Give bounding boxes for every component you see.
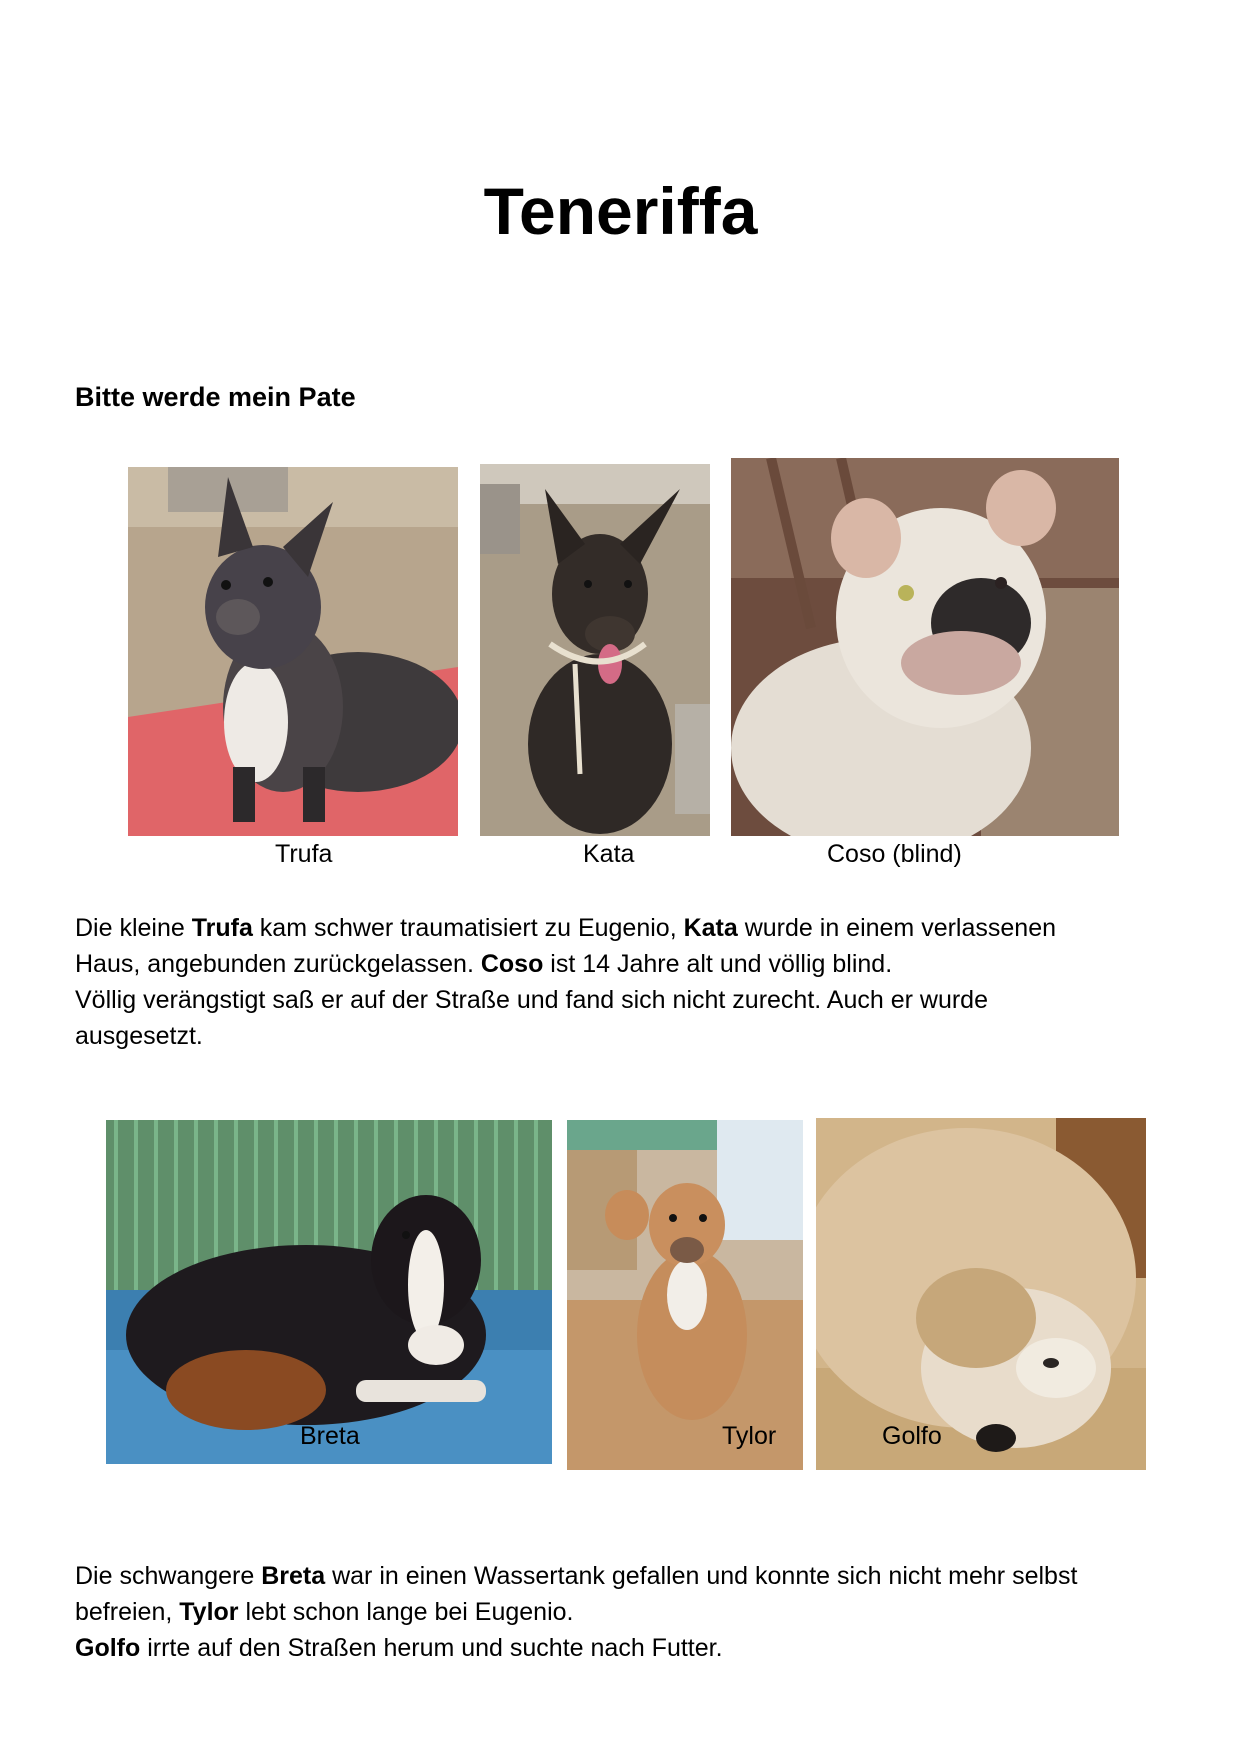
- photo-caption-breta: Breta: [300, 1422, 360, 1450]
- text-span: Die kleine: [75, 914, 192, 942]
- photo-caption-kata: Kata: [583, 840, 635, 868]
- dog-name-trufa: Trufa: [191, 914, 253, 942]
- text-span: befreien,: [75, 1598, 180, 1626]
- text-span: ist 14 Jahre alt und völlig blind.: [543, 950, 893, 978]
- text-span: wurde in einem verlassenen: [737, 914, 1057, 942]
- dog-photo-tylor: [567, 1120, 803, 1470]
- dog-photo-coso: [731, 458, 1119, 836]
- dog-name-breta: Breta: [261, 1562, 326, 1590]
- text-span: kam schwer traumatisiert zu Eugenio,: [252, 914, 684, 942]
- text-span: lebt schon lange bei Eugenio.: [238, 1598, 574, 1626]
- text-span: ausgesetzt.: [75, 1022, 203, 1050]
- dog-photo-kata: [480, 464, 710, 836]
- dog-name-tylor: Tylor: [179, 1598, 239, 1626]
- paragraph-row2: [75, 1558, 1175, 1666]
- dog-name-golfo: Golfo: [75, 1634, 141, 1662]
- text-span: Die schwangere: [75, 1562, 262, 1590]
- photo-caption-coso: Coso (blind): [827, 840, 962, 868]
- dog-photo-breta: [106, 1120, 552, 1464]
- dog-name-kata: Kata: [683, 914, 738, 942]
- photo-caption-golfo: Golfo: [882, 1422, 942, 1450]
- page-subtitle: Bitte werde mein Pate: [75, 382, 356, 412]
- dog-photo-trufa: [128, 467, 458, 836]
- dog-name-coso: Coso: [480, 950, 544, 978]
- paragraph-row1: [75, 910, 1175, 1054]
- text-span: Völlig verängstigt saß er auf der Straße und fand sich nicht zurecht. Auch er wurde: [75, 986, 988, 1014]
- text-span: Haus, angebunden zurückgelassen.: [75, 950, 481, 978]
- photo-caption-tylor: Tylor: [722, 1422, 777, 1450]
- page-title: Teneriffa: [483, 174, 758, 248]
- dog-photo-golfo: [816, 1118, 1146, 1470]
- photo-caption-trufa: Trufa: [275, 840, 333, 868]
- text-span: war in einen Wassertank gefallen und konnte sich nicht mehr selbst: [325, 1562, 1078, 1590]
- text-span: irrte auf den Straßen herum und suchte nach Futter.: [140, 1634, 723, 1662]
